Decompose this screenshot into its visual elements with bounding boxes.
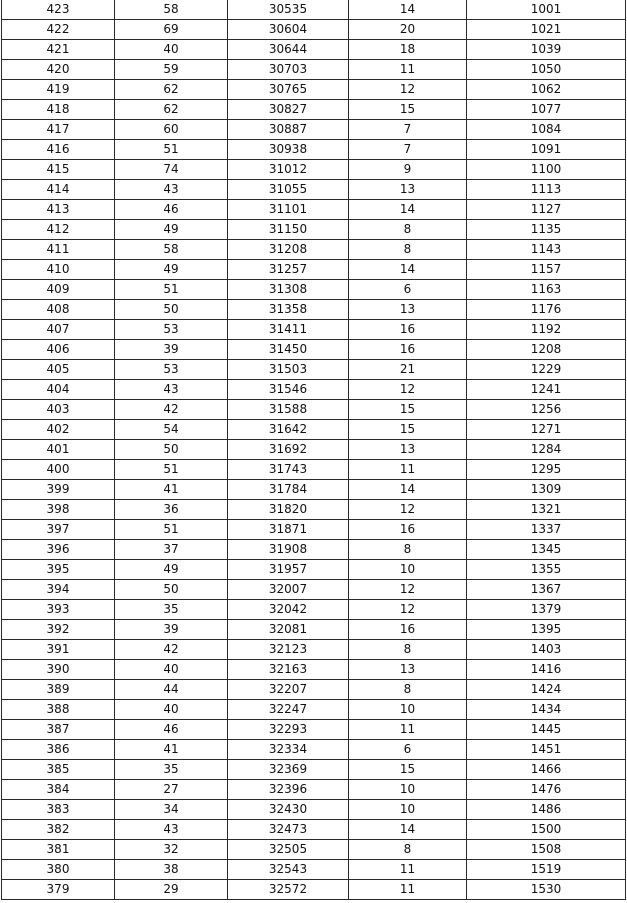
col-2-cell: 39 bbox=[115, 620, 228, 640]
table-row bbox=[2, 720, 626, 740]
col-2-cell: 41 bbox=[115, 740, 228, 760]
col-3-cell: 32369 bbox=[228, 760, 349, 780]
table-row bbox=[2, 460, 626, 480]
col-2-cell: 44 bbox=[115, 680, 228, 700]
table-row bbox=[2, 180, 626, 200]
col-5-cell: 1476 bbox=[467, 780, 626, 800]
col-3-cell: 31871 bbox=[228, 520, 349, 540]
col-1-cell: 380 bbox=[2, 860, 115, 880]
col-3-cell: 30703 bbox=[228, 60, 349, 80]
table-row bbox=[2, 300, 626, 320]
table-row bbox=[2, 200, 626, 220]
col-2-cell: 69 bbox=[115, 20, 228, 40]
table-row bbox=[2, 680, 626, 700]
col-2-cell: 51 bbox=[115, 280, 228, 300]
table-row bbox=[2, 700, 626, 720]
col-3-cell: 31908 bbox=[228, 540, 349, 560]
col-3-cell: 32430 bbox=[228, 800, 349, 820]
col-4-cell: 8 bbox=[349, 540, 467, 560]
col-4-cell: 6 bbox=[349, 740, 467, 760]
col-4-cell: 18 bbox=[349, 40, 467, 60]
col-4-cell: 13 bbox=[349, 300, 467, 320]
col-3-cell: 32207 bbox=[228, 680, 349, 700]
table-row bbox=[2, 640, 626, 660]
col-3-cell: 31257 bbox=[228, 260, 349, 280]
col-1-cell: 386 bbox=[2, 740, 115, 760]
col-1-cell: 388 bbox=[2, 700, 115, 720]
col-4-cell: 12 bbox=[349, 500, 467, 520]
table-row bbox=[2, 340, 626, 360]
col-3-cell: 32396 bbox=[228, 780, 349, 800]
col-1-cell: 408 bbox=[2, 300, 115, 320]
col-3-cell: 30604 bbox=[228, 20, 349, 40]
col-3-cell: 32334 bbox=[228, 740, 349, 760]
table-row bbox=[2, 240, 626, 260]
col-5-cell: 1321 bbox=[467, 500, 626, 520]
col-1-cell: 390 bbox=[2, 660, 115, 680]
col-3-cell: 31957 bbox=[228, 560, 349, 580]
col-4-cell: 11 bbox=[349, 720, 467, 740]
col-1-cell: 391 bbox=[2, 640, 115, 660]
col-3-cell: 30644 bbox=[228, 40, 349, 60]
col-5-cell: 1127 bbox=[467, 200, 626, 220]
col-2-cell: 34 bbox=[115, 800, 228, 820]
col-3-cell: 31012 bbox=[228, 160, 349, 180]
col-4-cell: 12 bbox=[349, 600, 467, 620]
col-5-cell: 1434 bbox=[467, 700, 626, 720]
col-5-cell: 1424 bbox=[467, 680, 626, 700]
col-4-cell: 14 bbox=[349, 480, 467, 500]
col-2-cell: 58 bbox=[115, 0, 228, 20]
col-5-cell: 1021 bbox=[467, 20, 626, 40]
col-5-cell: 1039 bbox=[467, 40, 626, 60]
col-2-cell: 49 bbox=[115, 260, 228, 280]
col-1-cell: 417 bbox=[2, 120, 115, 140]
col-1-cell: 392 bbox=[2, 620, 115, 640]
col-5-cell: 1345 bbox=[467, 540, 626, 560]
col-1-cell: 419 bbox=[2, 80, 115, 100]
col-5-cell: 1500 bbox=[467, 820, 626, 840]
col-5-cell: 1395 bbox=[467, 620, 626, 640]
col-5-cell: 1284 bbox=[467, 440, 626, 460]
col-1-cell: 402 bbox=[2, 420, 115, 440]
table-row bbox=[2, 760, 626, 780]
col-3-cell: 32543 bbox=[228, 860, 349, 880]
col-1-cell: 409 bbox=[2, 280, 115, 300]
col-5-cell: 1163 bbox=[467, 280, 626, 300]
col-3-cell: 32247 bbox=[228, 700, 349, 720]
col-5-cell: 1062 bbox=[467, 80, 626, 100]
table-row bbox=[2, 580, 626, 600]
col-2-cell: 35 bbox=[115, 760, 228, 780]
col-1-cell: 404 bbox=[2, 380, 115, 400]
col-2-cell: 59 bbox=[115, 60, 228, 80]
col-4-cell: 7 bbox=[349, 120, 467, 140]
table-row bbox=[2, 280, 626, 300]
col-1-cell: 421 bbox=[2, 40, 115, 60]
col-3-cell: 31450 bbox=[228, 340, 349, 360]
col-1-cell: 400 bbox=[2, 460, 115, 480]
col-1-cell: 379 bbox=[2, 880, 115, 900]
col-1-cell: 381 bbox=[2, 840, 115, 860]
col-4-cell: 13 bbox=[349, 180, 467, 200]
col-1-cell: 416 bbox=[2, 140, 115, 160]
col-4-cell: 6 bbox=[349, 280, 467, 300]
table-row bbox=[2, 860, 626, 880]
col-4-cell: 8 bbox=[349, 680, 467, 700]
col-4-cell: 9 bbox=[349, 160, 467, 180]
col-1-cell: 415 bbox=[2, 160, 115, 180]
col-4-cell: 10 bbox=[349, 700, 467, 720]
table-row bbox=[2, 780, 626, 800]
col-1-cell: 407 bbox=[2, 320, 115, 340]
col-2-cell: 60 bbox=[115, 120, 228, 140]
col-5-cell: 1241 bbox=[467, 380, 626, 400]
col-4-cell: 10 bbox=[349, 560, 467, 580]
col-2-cell: 40 bbox=[115, 660, 228, 680]
col-1-cell: 411 bbox=[2, 240, 115, 260]
table-row bbox=[2, 400, 626, 420]
table-row bbox=[2, 800, 626, 820]
table-row bbox=[2, 500, 626, 520]
col-3-cell: 30938 bbox=[228, 140, 349, 160]
col-4-cell: 8 bbox=[349, 640, 467, 660]
col-2-cell: 51 bbox=[115, 520, 228, 540]
col-5-cell: 1379 bbox=[467, 600, 626, 620]
col-2-cell: 50 bbox=[115, 300, 228, 320]
col-4-cell: 16 bbox=[349, 520, 467, 540]
table-row bbox=[2, 60, 626, 80]
col-2-cell: 54 bbox=[115, 420, 228, 440]
col-3-cell: 32293 bbox=[228, 720, 349, 740]
table-row bbox=[2, 80, 626, 100]
col-1-cell: 423 bbox=[2, 0, 115, 20]
col-5-cell: 1256 bbox=[467, 400, 626, 420]
col-4-cell: 12 bbox=[349, 580, 467, 600]
col-1-cell: 385 bbox=[2, 760, 115, 780]
col-1-cell: 401 bbox=[2, 440, 115, 460]
col-5-cell: 1295 bbox=[467, 460, 626, 480]
col-2-cell: 40 bbox=[115, 700, 228, 720]
col-3-cell: 32163 bbox=[228, 660, 349, 680]
col-3-cell: 31358 bbox=[228, 300, 349, 320]
table-row bbox=[2, 20, 626, 40]
col-2-cell: 62 bbox=[115, 100, 228, 120]
col-2-cell: 39 bbox=[115, 340, 228, 360]
col-4-cell: 16 bbox=[349, 620, 467, 640]
col-4-cell: 15 bbox=[349, 760, 467, 780]
col-3-cell: 31411 bbox=[228, 320, 349, 340]
col-4-cell: 12 bbox=[349, 380, 467, 400]
col-2-cell: 40 bbox=[115, 40, 228, 60]
col-4-cell: 11 bbox=[349, 460, 467, 480]
table-row bbox=[2, 660, 626, 680]
table-row bbox=[2, 0, 626, 20]
col-4-cell: 16 bbox=[349, 340, 467, 360]
col-3-cell: 32007 bbox=[228, 580, 349, 600]
col-2-cell: 41 bbox=[115, 480, 228, 500]
col-4-cell: 8 bbox=[349, 840, 467, 860]
col-4-cell: 8 bbox=[349, 240, 467, 260]
col-2-cell: 50 bbox=[115, 580, 228, 600]
col-2-cell: 36 bbox=[115, 500, 228, 520]
table-row bbox=[2, 540, 626, 560]
col-5-cell: 1143 bbox=[467, 240, 626, 260]
col-2-cell: 51 bbox=[115, 460, 228, 480]
col-1-cell: 394 bbox=[2, 580, 115, 600]
col-4-cell: 14 bbox=[349, 200, 467, 220]
col-2-cell: 53 bbox=[115, 360, 228, 380]
col-3-cell: 32505 bbox=[228, 840, 349, 860]
col-2-cell: 43 bbox=[115, 180, 228, 200]
table-row bbox=[2, 100, 626, 120]
col-5-cell: 1157 bbox=[467, 260, 626, 280]
col-3-cell: 32042 bbox=[228, 600, 349, 620]
col-1-cell: 422 bbox=[2, 20, 115, 40]
table-row bbox=[2, 880, 626, 900]
col-3-cell: 32473 bbox=[228, 820, 349, 840]
col-4-cell: 14 bbox=[349, 0, 467, 20]
col-3-cell: 31692 bbox=[228, 440, 349, 460]
col-5-cell: 1337 bbox=[467, 520, 626, 540]
col-3-cell: 32572 bbox=[228, 880, 349, 900]
table-row bbox=[2, 560, 626, 580]
col-2-cell: 32 bbox=[115, 840, 228, 860]
col-2-cell: 38 bbox=[115, 860, 228, 880]
col-3-cell: 31503 bbox=[228, 360, 349, 380]
col-2-cell: 51 bbox=[115, 140, 228, 160]
col-4-cell: 8 bbox=[349, 220, 467, 240]
col-2-cell: 53 bbox=[115, 320, 228, 340]
col-5-cell: 1192 bbox=[467, 320, 626, 340]
col-1-cell: 389 bbox=[2, 680, 115, 700]
table-row bbox=[2, 120, 626, 140]
data-table bbox=[1, 0, 626, 900]
col-4-cell: 20 bbox=[349, 20, 467, 40]
table-row bbox=[2, 220, 626, 240]
table-row bbox=[2, 420, 626, 440]
col-5-cell: 1100 bbox=[467, 160, 626, 180]
col-1-cell: 384 bbox=[2, 780, 115, 800]
col-3-cell: 30827 bbox=[228, 100, 349, 120]
col-1-cell: 418 bbox=[2, 100, 115, 120]
col-2-cell: 42 bbox=[115, 640, 228, 660]
col-2-cell: 46 bbox=[115, 720, 228, 740]
col-2-cell: 43 bbox=[115, 820, 228, 840]
table-row bbox=[2, 320, 626, 340]
col-5-cell: 1077 bbox=[467, 100, 626, 120]
col-5-cell: 1367 bbox=[467, 580, 626, 600]
col-5-cell: 1176 bbox=[467, 300, 626, 320]
table-row bbox=[2, 740, 626, 760]
col-5-cell: 1229 bbox=[467, 360, 626, 380]
col-1-cell: 403 bbox=[2, 400, 115, 420]
table-row bbox=[2, 160, 626, 180]
col-4-cell: 13 bbox=[349, 660, 467, 680]
table-row bbox=[2, 840, 626, 860]
col-1-cell: 393 bbox=[2, 600, 115, 620]
col-5-cell: 1113 bbox=[467, 180, 626, 200]
col-3-cell: 31101 bbox=[228, 200, 349, 220]
col-1-cell: 399 bbox=[2, 480, 115, 500]
col-3-cell: 30765 bbox=[228, 80, 349, 100]
col-1-cell: 397 bbox=[2, 520, 115, 540]
col-2-cell: 49 bbox=[115, 220, 228, 240]
col-2-cell: 50 bbox=[115, 440, 228, 460]
col-1-cell: 383 bbox=[2, 800, 115, 820]
col-3-cell: 32123 bbox=[228, 640, 349, 660]
col-1-cell: 413 bbox=[2, 200, 115, 220]
table-row bbox=[2, 520, 626, 540]
col-5-cell: 1445 bbox=[467, 720, 626, 740]
table-row bbox=[2, 480, 626, 500]
col-5-cell: 1050 bbox=[467, 60, 626, 80]
col-3-cell: 31150 bbox=[228, 220, 349, 240]
col-2-cell: 43 bbox=[115, 380, 228, 400]
col-1-cell: 410 bbox=[2, 260, 115, 280]
table-row bbox=[2, 40, 626, 60]
col-4-cell: 10 bbox=[349, 780, 467, 800]
col-1-cell: 414 bbox=[2, 180, 115, 200]
col-2-cell: 37 bbox=[115, 540, 228, 560]
table-row bbox=[2, 380, 626, 400]
col-3-cell: 31546 bbox=[228, 380, 349, 400]
table-row bbox=[2, 360, 626, 380]
col-4-cell: 13 bbox=[349, 440, 467, 460]
col-2-cell: 58 bbox=[115, 240, 228, 260]
col-4-cell: 15 bbox=[349, 400, 467, 420]
col-1-cell: 405 bbox=[2, 360, 115, 380]
col-2-cell: 35 bbox=[115, 600, 228, 620]
col-4-cell: 16 bbox=[349, 320, 467, 340]
col-1-cell: 396 bbox=[2, 540, 115, 560]
col-3-cell: 31055 bbox=[228, 180, 349, 200]
col-4-cell: 11 bbox=[349, 60, 467, 80]
col-3-cell: 31784 bbox=[228, 480, 349, 500]
table-row bbox=[2, 440, 626, 460]
col-2-cell: 46 bbox=[115, 200, 228, 220]
col-1-cell: 420 bbox=[2, 60, 115, 80]
col-4-cell: 11 bbox=[349, 880, 467, 900]
table-row bbox=[2, 140, 626, 160]
col-3-cell: 31308 bbox=[228, 280, 349, 300]
col-5-cell: 1466 bbox=[467, 760, 626, 780]
col-4-cell: 15 bbox=[349, 100, 467, 120]
col-1-cell: 412 bbox=[2, 220, 115, 240]
col-5-cell: 1486 bbox=[467, 800, 626, 820]
table-row bbox=[2, 620, 626, 640]
col-5-cell: 1208 bbox=[467, 340, 626, 360]
col-2-cell: 49 bbox=[115, 560, 228, 580]
col-1-cell: 382 bbox=[2, 820, 115, 840]
col-5-cell: 1403 bbox=[467, 640, 626, 660]
col-4-cell: 21 bbox=[349, 360, 467, 380]
table-row bbox=[2, 600, 626, 620]
col-1-cell: 398 bbox=[2, 500, 115, 520]
col-4-cell: 14 bbox=[349, 820, 467, 840]
col-4-cell: 15 bbox=[349, 420, 467, 440]
col-2-cell: 74 bbox=[115, 160, 228, 180]
col-1-cell: 406 bbox=[2, 340, 115, 360]
col-3-cell: 31642 bbox=[228, 420, 349, 440]
col-5-cell: 1001 bbox=[467, 0, 626, 20]
table-row bbox=[2, 820, 626, 840]
col-2-cell: 42 bbox=[115, 400, 228, 420]
col-3-cell: 31208 bbox=[228, 240, 349, 260]
col-4-cell: 10 bbox=[349, 800, 467, 820]
col-2-cell: 27 bbox=[115, 780, 228, 800]
table-row bbox=[2, 260, 626, 280]
col-3-cell: 31588 bbox=[228, 400, 349, 420]
table-body bbox=[2, 0, 626, 900]
col-3-cell: 30535 bbox=[228, 0, 349, 20]
col-2-cell: 29 bbox=[115, 880, 228, 900]
col-3-cell: 31820 bbox=[228, 500, 349, 520]
col-4-cell: 14 bbox=[349, 260, 467, 280]
col-4-cell: 11 bbox=[349, 860, 467, 880]
col-5-cell: 1416 bbox=[467, 660, 626, 680]
col-4-cell: 12 bbox=[349, 80, 467, 100]
col-5-cell: 1508 bbox=[467, 840, 626, 860]
col-5-cell: 1451 bbox=[467, 740, 626, 760]
col-5-cell: 1091 bbox=[467, 140, 626, 160]
col-5-cell: 1084 bbox=[467, 120, 626, 140]
col-4-cell: 7 bbox=[349, 140, 467, 160]
col-3-cell: 30887 bbox=[228, 120, 349, 140]
col-3-cell: 31743 bbox=[228, 460, 349, 480]
col-2-cell: 62 bbox=[115, 80, 228, 100]
col-5-cell: 1309 bbox=[467, 480, 626, 500]
col-5-cell: 1355 bbox=[467, 560, 626, 580]
col-1-cell: 387 bbox=[2, 720, 115, 740]
col-5-cell: 1271 bbox=[467, 420, 626, 440]
col-5-cell: 1519 bbox=[467, 860, 626, 880]
col-5-cell: 1530 bbox=[467, 880, 626, 900]
col-5-cell: 1135 bbox=[467, 220, 626, 240]
col-3-cell: 32081 bbox=[228, 620, 349, 640]
col-1-cell: 395 bbox=[2, 560, 115, 580]
